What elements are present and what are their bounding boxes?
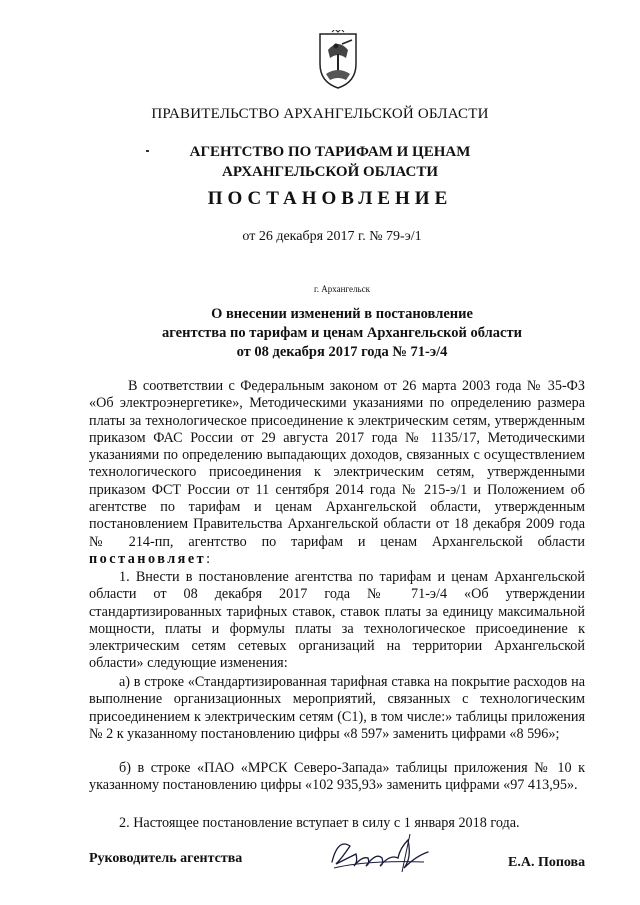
agency-name-line2: АРХАНГЕЛЬСКОЙ ОБЛАСТИ bbox=[222, 164, 438, 180]
document-type-title: ПОСТАНОВЛЕНИЕ bbox=[207, 188, 453, 209]
coat-of-arms-emblem bbox=[316, 30, 360, 90]
document-city: г. Архангельск bbox=[314, 284, 370, 294]
decree-word: постановляет bbox=[89, 550, 207, 567]
handwritten-signature bbox=[328, 828, 432, 880]
agency-name-line1: АГЕНТСТВО ПО ТАРИФАМ И ЦЕНАМ bbox=[189, 144, 471, 160]
preamble-text: В соответствии с Федеральным законом от 26 марта 2003 года № 35-ФЗ «Об электроэнергетике», Методическими указаниями по определению размера платы за технологическое присоединение к электрическим сетям, утвержденным приказом ФАС России от 29 августа 2017 года № 1135/17, Методическими указаниями по определению выпадающих доходов, связанных с осуществлением технологического присоединения к электрическим сетям, утвержденными приказом ФСТ России от 11 сентября 2014 года № 215-э/1 и Положением об агентстве по тарифам и ценам Архангельской области, утвержденным постановлением Правительства Архангельской области от 18 декабря 2009 года № 214-пп, агентство по тарифам и ценам Архангельской области bbox=[89, 378, 585, 550]
subject-line2: агентства по тарифам и ценам Архангельской области bbox=[162, 325, 522, 341]
item-1a-paragraph: а) в строке «Стандартизированная тарифная ставка на покрытие расходов на выполнение организационных мероприятий, связанных с технологическим присоединением к электрическим сетям (С1), в том числе:» таблицы приложения № 2 к указанному постановлению цифры «8 597» заменить цифрами «8 596»; bbox=[89, 674, 585, 742]
government-name: ПРАВИТЕЛЬСТВО АРХАНГЕЛЬСКОЙ ОБЛАСТИ bbox=[151, 106, 489, 122]
agency-name bbox=[10, 142, 640, 182]
item-1-paragraph: 1. Внести в постановление агентства по тарифам и ценам Архангельской области от 08 декабря 2017 года № 71-э/4 «Об утверждении стандартизированных тарифных ставок, ставок платы за единицу максимальной мощности, платы и формулы платы за технологическое присоединение к электрическим сетям сетевых организаций на территории Архангельской области» следующие изменения: bbox=[89, 569, 585, 672]
preamble-paragraph: В соответствии с Федеральным законом от 26 марта 2003 года № 35-ФЗ «Об электроэнергетике», Методическими указаниями по определению размера платы за технологическое присоединение к электрическим сетям, утвержденным приказом ФАС России от 29 августа 2017 года № 1135/17, Методическими указаниями по определению выпадающих доходов, связанных с осуществлением технологического присоединения к электрическим сетям, утвержденными приказом ФСТ России от 11 сентября 2014 года № 215-э/1 и Положением об агентстве по тарифам и ценам Архангельской области, утвержденным постановлением Правительства Архангельской области от 18 декабря 2009 года № 214-пп, агентство по тарифам и ценам Архангельской области постановляет: bbox=[89, 378, 585, 567]
subject-line1: О внесении изменений в постановление bbox=[211, 306, 473, 322]
item-2-paragraph: 2. Настоящее постановление вступает в силу с 1 января 2018 года. bbox=[119, 815, 520, 831]
document-date-number: от 26 декабря 2017 г. № 79-э/1 bbox=[242, 229, 422, 244]
document-subject bbox=[22, 305, 640, 362]
signatory-name: Е.А. Попова bbox=[508, 855, 586, 870]
subject-line3: от 08 декабря 2017 года № 71-э/4 bbox=[236, 344, 448, 360]
item-1b-paragraph: б) в строке «ПАО «МРСК Северо-Запада» таблицы приложения № 10 к указанному постановлению цифры «102 935,93» заменить цифрами «97 413,95». bbox=[89, 760, 585, 794]
signatory-role: Руководитель агентства bbox=[89, 851, 243, 866]
